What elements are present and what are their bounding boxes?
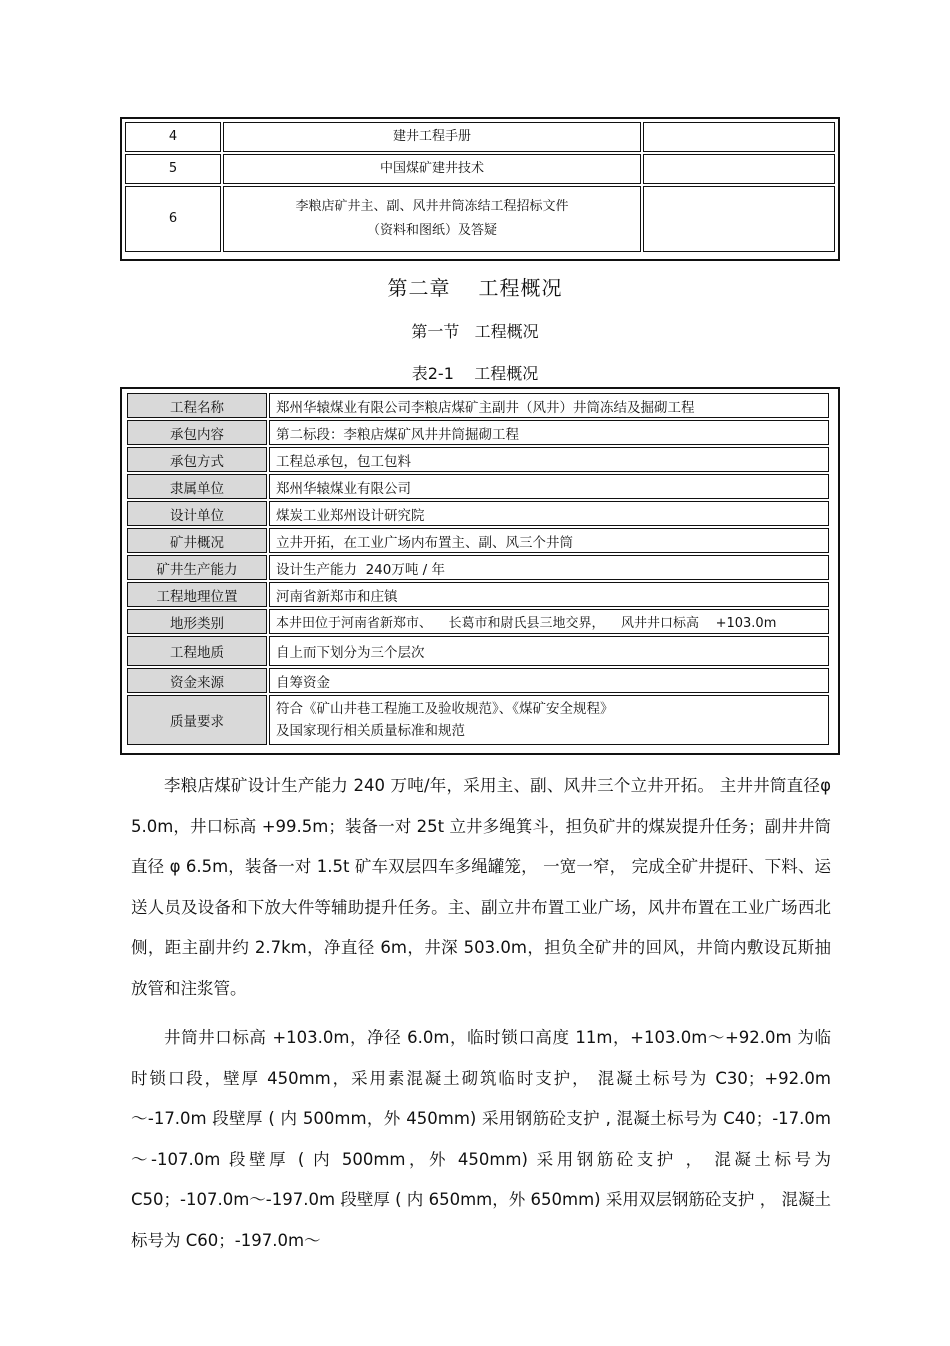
body-paragraph — [131, 1018, 831, 1261]
field-label: 矿井生产能力 — [127, 555, 267, 580]
reference-name — [223, 186, 641, 252]
field-label: 工程地理位置 — [127, 582, 267, 607]
reference-name: 建井工程手册 — [223, 122, 641, 152]
chapter-number: 第二章 — [387, 276, 451, 300]
field-label: 矿井概况 — [127, 528, 267, 553]
table-row — [127, 528, 833, 553]
field-value: 本井田位于河南省新郑市、 长葛市和尉氏县三地交界， 风井井口标高 +103.0m — [269, 609, 829, 634]
field-label: 承包内容 — [127, 420, 267, 445]
field-value: 工程总承包，包工包料 — [269, 447, 829, 472]
field-value — [269, 695, 829, 745]
row-number: 4 — [125, 122, 221, 152]
field-value: 立井开拓，在工业广场内布置主、副、风三个井筒 — [269, 528, 829, 553]
field-value: 郑州华辕煤业有限公司李粮店煤矿主副井（风井）井筒冻结及掘砌工程 — [269, 393, 829, 418]
table-row — [127, 447, 833, 472]
table-row — [125, 122, 835, 152]
table-row — [127, 420, 833, 445]
table-row — [127, 609, 833, 634]
field-label: 工程名称 — [127, 393, 267, 418]
reference-name: 中国煤矿建井技术 — [223, 154, 641, 184]
project-overview-table — [120, 387, 840, 755]
field-value: 自筹资金 — [269, 668, 829, 693]
field-value: 河南省新郑市和庄镇 — [269, 582, 829, 607]
row-number: 5 — [125, 154, 221, 184]
reference-note — [643, 122, 835, 152]
chapter-name: 工程概况 — [478, 276, 563, 300]
table-row — [127, 695, 833, 745]
field-label: 工程地质 — [127, 636, 267, 666]
reference-name-line: （资料和图纸）及答疑 — [366, 223, 497, 238]
table-row — [127, 582, 833, 607]
reference-note — [643, 154, 835, 184]
body-paragraph — [131, 766, 831, 1009]
table-caption: 表2-1 工程概况 — [411, 364, 539, 383]
field-value-line: 符合《矿山井巷工程施工及验收规范》、《煤矿安全规程》 — [276, 701, 614, 717]
field-value-line: 及国家现行相关质量标准和规范 — [276, 723, 465, 739]
table-row — [127, 555, 833, 580]
section-title: 第一节 工程概况 — [411, 322, 539, 341]
reference-note — [643, 186, 835, 252]
field-value: 第二标段：李粮店煤矿风井井筒掘砌工程 — [269, 420, 829, 445]
field-label: 质量要求 — [127, 695, 267, 745]
field-value: 煤炭工业郑州设计研究院 — [269, 501, 829, 526]
field-label: 隶属单位 — [127, 474, 267, 499]
table-row — [125, 186, 835, 252]
table-row — [127, 474, 833, 499]
field-label: 设计单位 — [127, 501, 267, 526]
table-row — [127, 393, 833, 418]
field-value: 自上而下划分为三个层次 — [269, 636, 829, 666]
table-row — [127, 668, 833, 693]
row-number: 6 — [125, 186, 221, 252]
field-label: 资金来源 — [127, 668, 267, 693]
field-value: 设计生产能力 240万吨 / 年 — [269, 555, 829, 580]
reference-table — [120, 117, 840, 261]
field-label: 地形类别 — [127, 609, 267, 634]
chapter-title — [0, 272, 950, 301]
field-label: 承包方式 — [127, 447, 267, 472]
table-row — [127, 636, 833, 666]
table-row — [127, 501, 833, 526]
paragraph-text: 井筒井口标高 +103.0m，净径 6.0m，临时锁口高度 11m，+103.0m～+92.0m 为临时锁口段，壁厚 450mm，采用素混凝土砌筑临时支护， 混凝土标号为 C30；+92.0m～-17.0m 段壁厚 ( 内 500mm，外 450mm) 采用钢筋砼支护 , 混凝土标号为 C40；-17.0m～-107.0m 段壁厚 ( 内 500mm，外 450mm) 采用钢筋砼支护 ， 混凝土标号为 C50；-107.0m～-197.0m 段壁厚 ( 内 650mm，外 650mm) 采用双层钢筋砼支护 ， 混凝土标号为 C60；-197.0m～ — [131, 1028, 831, 1250]
reference-name-line: 李粮店矿井主、副、风井井筒冻结工程招标文件 — [295, 199, 569, 214]
table-row — [125, 154, 835, 184]
paragraph-text: 李粮店煤矿设计生产能力 240 万吨/年，采用主、副、风井三个立井开拓。 主井井筒直径φ 5.0m，井口标高 +99.5m；装备一对 25t 立井多绳箕斗，担负矿井的煤炭提升任务；副井井筒直径 φ 6.5m，装备一对 1.5t 矿车双层四车多绳罐笼， 一宽一窄， 完成全矿井提矸、下料、运送人员及设备和下放大件等辅助提升任务。主、副立井布置工业广场，风井布置在工业广场西北侧，距主副井约 2.7km，净直径 6m，井深 503.0m，担负全矿井的回风，井筒内敷设瓦斯抽放管和注浆管。 — [131, 776, 831, 998]
field-value: 郑州华辕煤业有限公司 — [269, 474, 829, 499]
